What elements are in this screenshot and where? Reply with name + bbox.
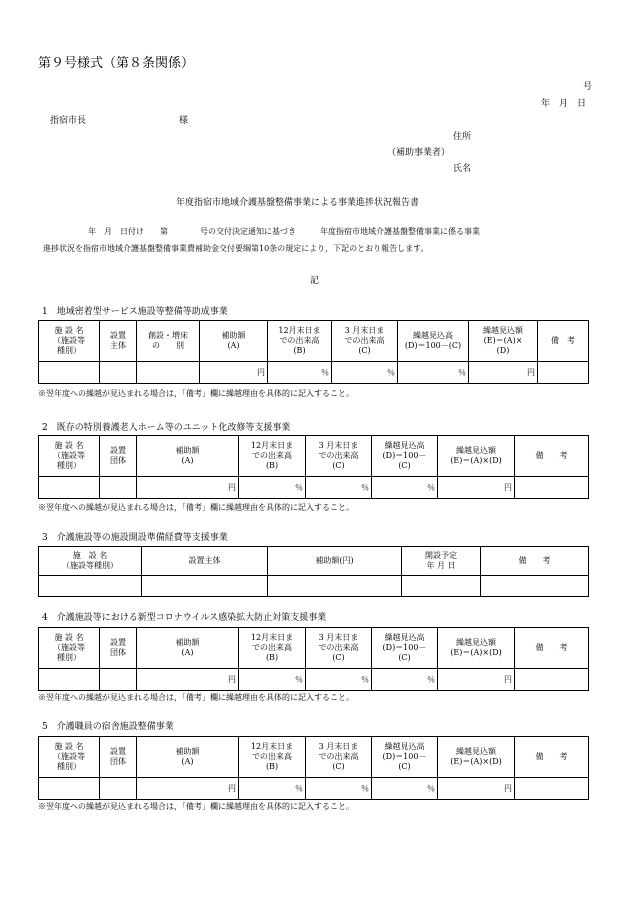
header-subsidy-amount: 補助額 (A): [137, 436, 239, 477]
facility-name-cell[interactable]: [39, 669, 100, 691]
progress-march-cell[interactable]: ％: [332, 362, 398, 384]
header-progress-march: 3 月末日ま での出来高 (C): [332, 321, 398, 362]
header-progress-december: 12月末日ま での出来高 (B): [239, 436, 306, 477]
header-carryover-rate: 繰越見込高 (D)＝100－(C): [398, 321, 469, 362]
applicant-address-label: 住所: [453, 132, 472, 142]
carryover-rate-cell[interactable]: ％: [398, 362, 469, 384]
subsidy-amount-cell[interactable]: 円: [137, 477, 239, 499]
date-label: 年 月 日: [541, 99, 587, 109]
section-4-note: ※翌年度への繰越が見込まれる場合は，「備考」欄に繰越理由を具体的に記入すること。: [38, 693, 354, 702]
progress-december-cell[interactable]: ％: [239, 477, 306, 499]
progress-march-cell[interactable]: ％: [306, 669, 372, 691]
header-establisher: 設置主体: [142, 547, 268, 576]
remarks-cell[interactable]: [515, 477, 589, 499]
section-2-title: 2 既存の特別養護老人ホーム等のユニット化改修等支援事業: [42, 423, 291, 433]
carryover-rate-cell[interactable]: ％: [372, 477, 438, 499]
subsidy-amount-cell[interactable]: 円: [137, 669, 239, 691]
section-1-title: 1 地域密着型サービス施設等整備等助成事業: [42, 307, 228, 317]
establisher-cell[interactable]: [142, 576, 268, 597]
facility-name-cell[interactable]: [39, 362, 100, 384]
header-remarks: 備 考: [515, 436, 589, 477]
header-progress-december: 12月末日ま での出来高 (B): [268, 321, 332, 362]
document-title: 年度指宿市地域介護基盤整備事業による事業進捗状況報告書: [176, 198, 420, 208]
header-subsidy-amount: 補助額 (A): [137, 628, 239, 669]
progress-december-cell[interactable]: ％: [268, 362, 332, 384]
carryover-rate-cell[interactable]: ％: [372, 778, 438, 800]
header-progress-march: 3 月末日ま での出来高 (C): [306, 436, 372, 477]
section-1-table: [38, 320, 589, 384]
header-carryover-amount: 繰越見込額 (E)＝(A)×(D): [438, 628, 515, 669]
header-remarks: 備 考: [515, 628, 589, 669]
opening-date-cell[interactable]: [402, 576, 481, 597]
header-establisher: 設置 主体: [100, 321, 137, 362]
establisher-cell[interactable]: [100, 669, 137, 691]
header-progress-december: 12月末日ま での出来高 (B): [239, 737, 306, 778]
progress-december-cell[interactable]: ％: [239, 778, 306, 800]
header-carryover-rate: 繰越見込高 (D)＝100－ (C): [372, 628, 438, 669]
facility-name-cell[interactable]: [39, 778, 100, 800]
applicant-role-label: （補助事業者）: [387, 148, 451, 158]
carryover-amount-cell[interactable]: 円: [438, 477, 515, 499]
header-establisher: 設置 団体: [100, 737, 137, 778]
applicant-name-label: 氏名: [453, 164, 472, 174]
remarks-cell[interactable]: [515, 778, 589, 800]
subsidy-amount-cell[interactable]: [268, 576, 402, 597]
header-facility-name: 施 設 名 （施設等 種別）: [39, 321, 100, 362]
form-title: 第９号様式（第８条関係）: [38, 56, 195, 71]
header-carryover-amount: 繰越見込額 (E)＝(A)× (D): [469, 321, 538, 362]
section-2-note: ※翌年度への繰越が見込まれる場合は，「備考」欄に繰越理由を具体的に記入すること。: [38, 503, 354, 512]
header-progress-march: 3 月末日ま での出来高 (C): [306, 628, 372, 669]
header-opening-date: 開設予定 年 月 日: [402, 547, 481, 576]
header-carryover-rate: 繰越見込高 (D)＝100－ (C): [372, 737, 438, 778]
carryover-amount-cell[interactable]: 円: [469, 362, 538, 384]
subsidy-amount-cell[interactable]: 円: [137, 778, 239, 800]
header-facility-name: 施 設 名 （施設等 種別）: [39, 628, 100, 669]
header-facility-name: 施 設 名 （施設等種別）: [39, 547, 142, 576]
remarks-cell[interactable]: [481, 576, 589, 597]
section-3-title: 3 介護施設等の施設開設準備経費等支援事業: [42, 533, 228, 543]
remarks-cell[interactable]: [515, 669, 589, 691]
body-line-1: 年 月 日付け 第 号の交付決定通知に基づき 年度指宿市地域介護基盤整備事業に係る事業: [88, 227, 480, 236]
header-remarks: 備 考: [538, 321, 589, 362]
section-5-title: 5 介護職員の宿舎施設整備事業: [42, 722, 174, 732]
header-carryover-amount: 繰越見込額 (E)＝(A)×(D): [438, 737, 515, 778]
establisher-cell[interactable]: [100, 477, 137, 499]
header-remarks: 備 考: [481, 547, 589, 576]
establisher-cell[interactable]: [100, 362, 137, 384]
header-subsidy-amount: 補助額 (A): [137, 737, 239, 778]
new-or-expansion-cell[interactable]: [137, 362, 200, 384]
carryover-amount-cell[interactable]: 円: [438, 669, 515, 691]
header-establisher: 設置 団体: [100, 436, 137, 477]
header-establisher: 設置 団体: [100, 628, 137, 669]
section-5-note: ※翌年度への繰越が見込まれる場合は，「備考」欄に繰越理由を具体的に記入すること。: [38, 802, 354, 811]
header-new-or-expansion: 創設・増床 の 別: [137, 321, 200, 362]
progress-december-cell[interactable]: ％: [239, 669, 306, 691]
establisher-cell[interactable]: [100, 778, 137, 800]
progress-march-cell[interactable]: ％: [306, 778, 372, 800]
addressee-honorific: 様: [179, 116, 189, 126]
facility-name-cell[interactable]: [39, 477, 100, 499]
subsidy-amount-cell[interactable]: 円: [200, 362, 268, 384]
header-progress-december: 12月末日ま での出来高 (B): [239, 628, 306, 669]
section-2-table: [38, 435, 589, 499]
section-5-table: [38, 736, 589, 800]
header-subsidy-amount: 補助額 (A): [200, 321, 268, 362]
ki-label: 記: [310, 276, 320, 286]
progress-march-cell[interactable]: ％: [306, 477, 372, 499]
carryover-amount-cell[interactable]: 円: [438, 778, 515, 800]
body-line-2: 進捗状況を指宿市地域介護基盤整備事業費補助金交付要綱第10条の規定により，下記のとおり報告します。: [43, 244, 429, 253]
section-3-table: [38, 546, 589, 597]
carryover-rate-cell[interactable]: ％: [372, 669, 438, 691]
header-carryover-amount: 繰越見込額 (E)＝(A)×(D): [438, 436, 515, 477]
number-label: 号: [583, 82, 593, 92]
addressee-name: 指宿市長: [50, 116, 87, 126]
header-progress-march: 3 月末日ま での出来高 (C): [306, 737, 372, 778]
header-subsidy-amount: 補助額(円): [268, 547, 402, 576]
section-1-note: ※翌年度への繰越が見込まれる場合は，「備考」欄に繰越理由を具体的に記入すること。: [38, 389, 354, 398]
section-4-title: 4 介護施設等における新型コロナウイルス感染拡大防止対策支援事業: [42, 613, 327, 623]
header-carryover-rate: 繰越見込高 (D)＝100－ (C): [372, 436, 438, 477]
section-4-table: [38, 627, 589, 691]
header-facility-name: 施 設 名 （施設等 種別）: [39, 436, 100, 477]
header-facility-name: 施 設 名 （施設等 種別）: [39, 737, 100, 778]
facility-name-cell[interactable]: [39, 576, 142, 597]
remarks-cell[interactable]: [538, 362, 589, 384]
header-remarks: 備 考: [515, 737, 589, 778]
